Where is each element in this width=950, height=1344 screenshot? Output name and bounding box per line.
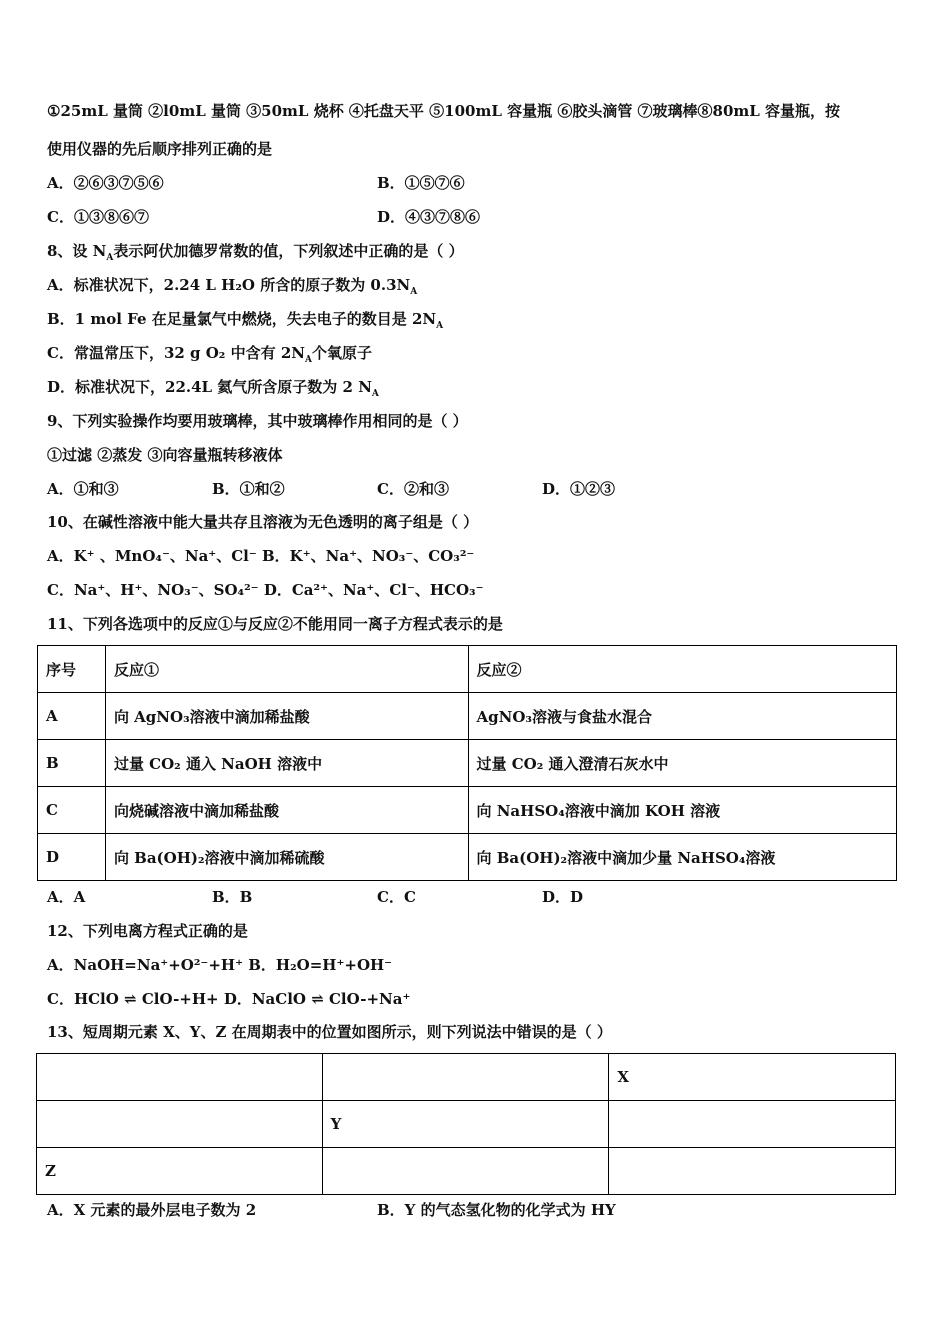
table-row	[38, 787, 897, 834]
q13-stem: 13、短周期元素 X、Y、Z 在周期表中的位置如图所示，则下列说法中错误的是（ ）	[47, 1023, 612, 1041]
q12-options-cd: C．HClO ⇌ ClO-+H+ D．NaClO ⇌ ClO-+Na⁺	[47, 990, 411, 1008]
table-cell: A	[38, 693, 106, 740]
table-row	[38, 740, 897, 787]
q7-option-d: D．④③⑦⑧⑥	[377, 208, 481, 226]
q9-option-b: B．①和②	[212, 480, 285, 498]
grid-cell	[37, 1054, 323, 1101]
q7-stem-line2: 使用仪器的先后顺序排列正确的是	[47, 140, 273, 158]
grid-cell	[37, 1101, 323, 1148]
q11-option-a: A．A	[47, 888, 86, 906]
q11-option-c: C．C	[377, 888, 416, 906]
q11-header-reaction1: 反应①	[105, 646, 468, 693]
table-row	[38, 646, 897, 693]
q11-option-b: B．B	[212, 888, 253, 906]
table-cell: D	[38, 834, 106, 881]
grid-cell-y: Y	[322, 1101, 609, 1148]
q8-option-d: D．标准状况下，22.4L 氦气所含原子数为 2 $N_A$	[47, 378, 379, 399]
grid-cell-x: X	[609, 1054, 896, 1101]
q7-option-a: A．②⑥③⑦⑤⑥	[47, 174, 164, 192]
q10-options-ab: A．K⁺ 、MnO₄⁻、Na⁺、Cl⁻ B．K⁺、Na⁺、NO₃⁻、CO₃²⁻	[47, 547, 475, 565]
q13-option-a: A．X 元素的最外层电子数为 2	[47, 1201, 257, 1219]
q9-option-d: D．①②③	[542, 480, 616, 498]
table-cell: AgNO₃溶液与食盐水混合	[468, 693, 897, 740]
table-cell: 向烧碱溶液中滴加稀盐酸	[105, 787, 468, 834]
q13-periodic-grid	[36, 1053, 896, 1195]
table-cell: B	[38, 740, 106, 787]
table-row	[37, 1148, 896, 1195]
grid-cell-z: Z	[37, 1148, 323, 1195]
table-cell: 向 Ba(OH)₂溶液中滴加稀硫酸	[105, 834, 468, 881]
q8-option-c: C．常温常压下，32 g O₂ 中含有 $2N_A$个氧原子	[47, 344, 372, 365]
q10-stem: 10、在碱性溶液中能大量共存且溶液为无色透明的离子组是（ ）	[47, 513, 479, 531]
q8-stem: 8、设 $N_A$表示阿伏加德罗常数的值，下列叙述中正确的是（ ）	[47, 242, 464, 263]
table-cell: C	[38, 787, 106, 834]
grid-cell	[609, 1101, 896, 1148]
q10-options-cd: C．Na⁺、H⁺、NO₃⁻、SO₄²⁻ D．Ca²⁺、Na⁺、Cl⁻、HCO₃⁻	[47, 581, 484, 599]
table-cell: 过量 CO₂ 通入 NaOH 溶液中	[105, 740, 468, 787]
q13-option-b: B．Y 的气态氢化物的化学式为 HY	[377, 1201, 616, 1219]
q9-option-c: C．②和③	[377, 480, 449, 498]
q11-stem: 11、下列各选项中的反应①与反应②不能用同一离子方程式表示的是	[47, 615, 503, 633]
table-cell: 向 NaHSO₄溶液中滴加 KOH 溶液	[468, 787, 897, 834]
q12-stem: 12、下列电离方程式正确的是	[47, 922, 248, 940]
q11-header-no: 序号	[38, 646, 106, 693]
q11-option-d: D．D	[542, 888, 584, 906]
grid-cell	[322, 1054, 609, 1101]
grid-cell	[609, 1148, 896, 1195]
table-cell: 向 Ba(OH)₂溶液中滴加少量 NaHSO₄溶液	[468, 834, 897, 881]
q7-option-b: B．①⑤⑦⑥	[377, 174, 465, 192]
table-row	[37, 1101, 896, 1148]
q9-items: ①过滤 ②蒸发 ③向容量瓶转移液体	[47, 446, 283, 464]
q9-option-a: A．①和③	[47, 480, 119, 498]
grid-cell	[322, 1148, 609, 1195]
q11-table	[37, 645, 897, 881]
q12-options-ab: A．NaOH=Na⁺+O²⁻+H⁺ B．H₂O=H⁺+OH⁻	[47, 956, 393, 974]
q9-stem: 9、下列实验操作均要用玻璃棒，其中玻璃棒作用相同的是（ ）	[47, 412, 468, 430]
q11-header-reaction2: 反应②	[468, 646, 897, 693]
q8-option-a: A．标准状况下，2.24 L H₂O 所含的原子数为 $0.3N_A$	[47, 276, 418, 297]
table-row	[38, 693, 897, 740]
table-row	[38, 834, 897, 881]
q7-option-c: C．①③⑧⑥⑦	[47, 208, 149, 226]
table-row	[37, 1054, 896, 1101]
q7-stem-line1: ①25mL 量筒 ②l0mL 量筒 ③50mL 烧杯 ④托盘天平 ⑤100mL 容量瓶 ⑥胶头滴管 ⑦玻璃棒⑧80mL 容量瓶，按	[47, 102, 841, 120]
q8-option-b: B．1 mol Fe 在足量氯气中燃烧，失去电子的数目是 $2N_A$	[47, 310, 444, 331]
table-cell: 过量 CO₂ 通入澄清石灰水中	[468, 740, 897, 787]
table-cell: 向 AgNO₃溶液中滴加稀盐酸	[105, 693, 468, 740]
